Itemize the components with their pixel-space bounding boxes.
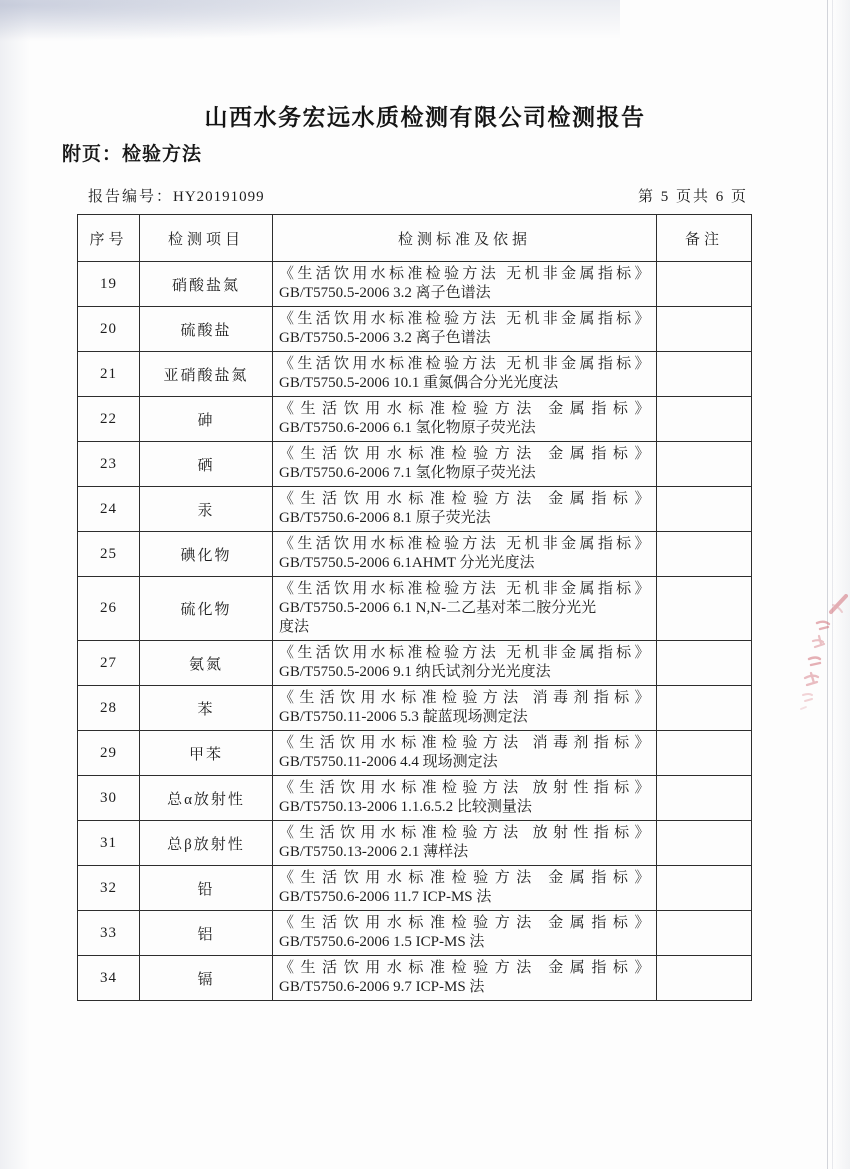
row-remark bbox=[657, 487, 752, 532]
row-item: 铝 bbox=[140, 911, 273, 956]
scan-page-edge-line bbox=[827, 0, 828, 1169]
row-remark bbox=[657, 577, 752, 641]
scan-artifact-left-shade bbox=[0, 0, 30, 1169]
row-remark bbox=[657, 866, 752, 911]
row-remark bbox=[657, 776, 752, 821]
row-item: 砷 bbox=[140, 397, 273, 442]
row-remark bbox=[657, 686, 752, 731]
row-standard: 《生活饮用水标准检验方法 金属指标》 GB/T5750.6-2006 6.1 氢化物原子荧光法 bbox=[273, 397, 657, 442]
scan-artifact-right-shade bbox=[833, 0, 850, 1169]
row-remark bbox=[657, 821, 752, 866]
report-meta-row bbox=[88, 185, 748, 206]
row-item: 甲苯 bbox=[140, 731, 273, 776]
row-standard: 《生活饮用水标准检验方法 无机非金属指标》 GB/T5750.5-2006 6.1 N,N-二乙基对苯二胺分光光 度法 bbox=[273, 577, 657, 641]
table-row bbox=[78, 442, 752, 487]
row-no: 26 bbox=[78, 577, 140, 641]
row-standard: 《生活饮用水标准检验方法 无机非金属指标》 GB/T5750.5-2006 6.1AHMT 分光光度法 bbox=[273, 532, 657, 577]
header-seq-no: 序号 bbox=[78, 215, 140, 262]
report-number-value: HY20191099 bbox=[173, 189, 265, 205]
row-no: 19 bbox=[78, 262, 140, 307]
row-standard: 《生活饮用水标准检验方法 放射性指标》 GB/T5750.13-2006 1.1.6.5.2 比较测量法 bbox=[273, 776, 657, 821]
row-no: 34 bbox=[78, 956, 140, 1001]
table-row bbox=[78, 731, 752, 776]
row-standard: 《生活饮用水标准检验方法 消毒剂指标》 GB/T5750.11-2006 5.3 靛蓝现场测定法 bbox=[273, 686, 657, 731]
row-no: 30 bbox=[78, 776, 140, 821]
row-no: 22 bbox=[78, 397, 140, 442]
attachment-heading: 附页：检验方法 bbox=[62, 144, 203, 165]
row-no: 28 bbox=[78, 686, 140, 731]
table-row bbox=[78, 397, 752, 442]
row-remark bbox=[657, 307, 752, 352]
table-header bbox=[78, 215, 752, 262]
row-remark bbox=[657, 911, 752, 956]
table-row bbox=[78, 352, 752, 397]
row-item: 硫化物 bbox=[140, 577, 273, 641]
row-no: 27 bbox=[78, 641, 140, 686]
row-standard: 《生活饮用水标准检验方法 金属指标》 GB/T5750.6-2006 7.1 氢化物原子荧光法 bbox=[273, 442, 657, 487]
row-remark bbox=[657, 956, 752, 1001]
page-indicator: 第 5 页共 6 页 bbox=[637, 189, 748, 205]
report-number-label: 报告编号： bbox=[88, 189, 174, 205]
table-row bbox=[78, 307, 752, 352]
table-row bbox=[78, 821, 752, 866]
table-row bbox=[78, 262, 752, 307]
row-no: 31 bbox=[78, 821, 140, 866]
row-standard: 《生活饮用水标准检验方法 无机非金属指标》 GB/T5750.5-2006 3.2 离子色谱法 bbox=[273, 262, 657, 307]
row-remark bbox=[657, 352, 752, 397]
row-item: 氨氮 bbox=[140, 641, 273, 686]
row-item: 镉 bbox=[140, 956, 273, 1001]
row-standard: 《生活饮用水标准检验方法 金属指标》 GB/T5750.6-2006 9.7 ICP-MS 法 bbox=[273, 956, 657, 1001]
row-standard: 《生活饮用水标准检验方法 无机非金属指标》 GB/T5750.5-2006 9.1 纳氏试剂分光光度法 bbox=[273, 641, 657, 686]
table-header-row bbox=[78, 215, 752, 262]
row-no: 23 bbox=[78, 442, 140, 487]
header-standard-basis: 检测标准及依据 bbox=[273, 215, 657, 262]
row-no: 20 bbox=[78, 307, 140, 352]
test-methods-table bbox=[77, 214, 752, 1001]
row-no: 24 bbox=[78, 487, 140, 532]
row-remark bbox=[657, 262, 752, 307]
row-item: 碘化物 bbox=[140, 532, 273, 577]
row-remark bbox=[657, 532, 752, 577]
row-item: 苯 bbox=[140, 686, 273, 731]
row-standard: 《生活饮用水标准检验方法 无机非金属指标》 GB/T5750.5-2006 10.1 重氮偶合分光光度法 bbox=[273, 352, 657, 397]
table-row bbox=[78, 686, 752, 731]
row-remark bbox=[657, 442, 752, 487]
row-standard: 《生活饮用水标准检验方法 金属指标》 GB/T5750.6-2006 11.7 ICP-MS 法 bbox=[273, 866, 657, 911]
row-item: 铅 bbox=[140, 866, 273, 911]
row-remark bbox=[657, 641, 752, 686]
row-no: 21 bbox=[78, 352, 140, 397]
row-no: 25 bbox=[78, 532, 140, 577]
header-test-item: 检测项目 bbox=[140, 215, 273, 262]
table-row bbox=[78, 866, 752, 911]
table-row bbox=[78, 776, 752, 821]
table-row bbox=[78, 532, 752, 577]
table-row bbox=[78, 956, 752, 1001]
table-body bbox=[78, 262, 752, 1001]
row-item: 硫酸盐 bbox=[140, 307, 273, 352]
scan-page-edge-line-2 bbox=[832, 0, 833, 1169]
row-standard: 《生活饮用水标准检验方法 无机非金属指标》 GB/T5750.5-2006 3.2 离子色谱法 bbox=[273, 307, 657, 352]
row-standard: 《生活饮用水标准检验方法 放射性指标》 GB/T5750.13-2006 2.1 薄样法 bbox=[273, 821, 657, 866]
row-no: 29 bbox=[78, 731, 140, 776]
header-remark: 备注 bbox=[657, 215, 752, 262]
row-no: 33 bbox=[78, 911, 140, 956]
row-standard: 《生活饮用水标准检验方法 消毒剂指标》 GB/T5750.11-2006 4.4 现场测定法 bbox=[273, 731, 657, 776]
row-item: 硒 bbox=[140, 442, 273, 487]
row-standard: 《生活饮用水标准检验方法 金属指标》 GB/T5750.6-2006 8.1 原子荧光法 bbox=[273, 487, 657, 532]
row-standard: 《生活饮用水标准检验方法 金属指标》 GB/T5750.6-2006 1.5 ICP-MS 法 bbox=[273, 911, 657, 956]
row-remark bbox=[657, 397, 752, 442]
report-number bbox=[88, 185, 265, 206]
row-item: 总β放射性 bbox=[140, 821, 273, 866]
table-row bbox=[78, 487, 752, 532]
table-row bbox=[78, 911, 752, 956]
table-row bbox=[78, 641, 752, 686]
row-no: 32 bbox=[78, 866, 140, 911]
table-row bbox=[78, 577, 752, 641]
scan-artifact-top-smudge bbox=[0, 0, 620, 52]
row-remark bbox=[657, 731, 752, 776]
row-item: 亚硝酸盐氮 bbox=[140, 352, 273, 397]
row-item: 总α放射性 bbox=[140, 776, 273, 821]
row-item: 硝酸盐氮 bbox=[140, 262, 273, 307]
report-title: 山西水务宏远水质检测有限公司检测报告 bbox=[204, 104, 646, 130]
row-item: 汞 bbox=[140, 487, 273, 532]
